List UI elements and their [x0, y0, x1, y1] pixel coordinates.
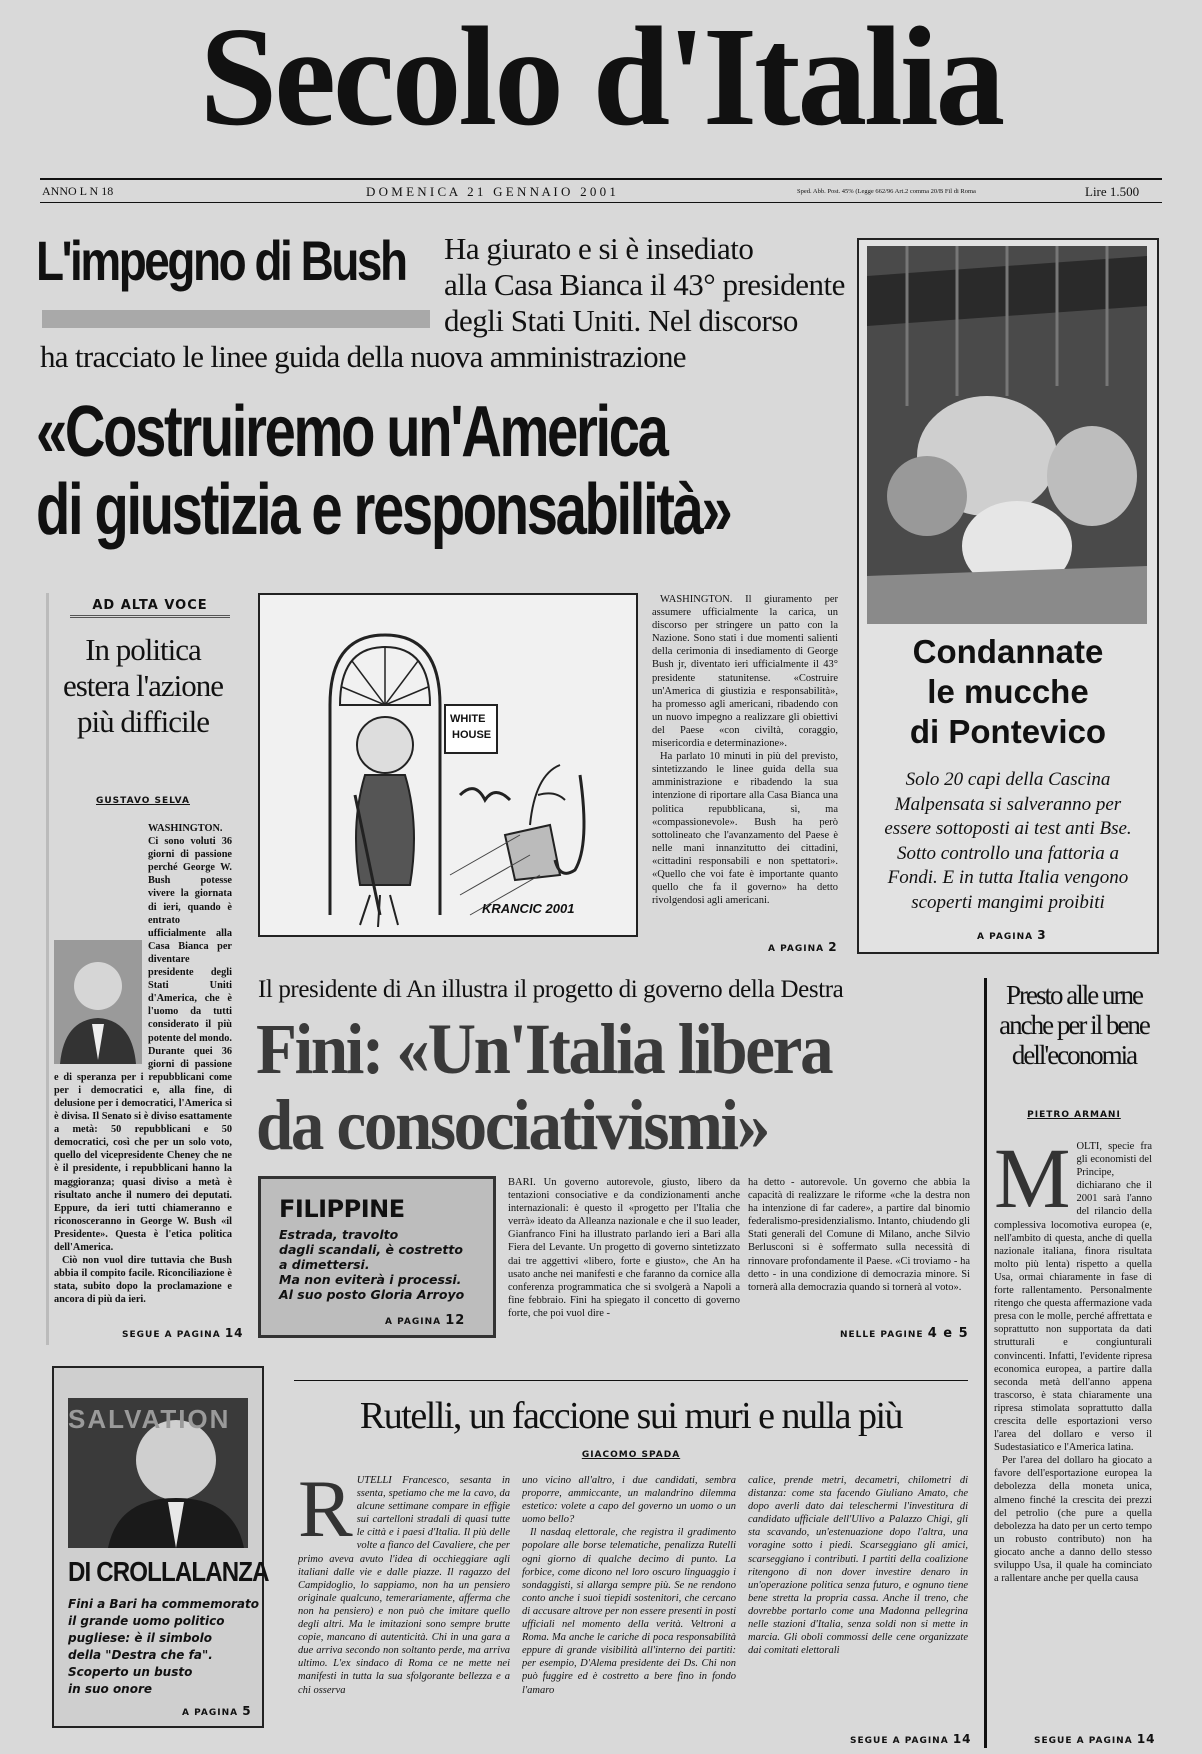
- rutelli-headline: Rutelli, un faccione sui muri e nulla più: [359, 1395, 903, 1437]
- armani-jump-label: SEGUE A PAGINA: [1034, 1736, 1133, 1746]
- sidebar-title: In politica estera l'azione più difficile: [62, 632, 224, 739]
- fini-col-1-text: BARI. Un governo autorevole, giusto, libero da tentazioni consociative e da condizionamenti anche internazionali: è questo il «progetto per l'Italia che verrà» ideato da Alleanza nazionale e che il suo leader, Gianfranco Fini ha illustrato parlando ieri a Bari alla Fiera del Levante. Un progetto di governo sintetizzato dai tre aggettivi «libero, forte e giusto», che An ha usato anche nei manifesti e che faranno da cornice alla conferenza programmatica che si svolgerà a Napoli a fine febbraio. Fini ha spiegato il concetto di governo forte, che poi vuol dire -: [508, 1177, 740, 1319]
- bush-cartoon: [258, 593, 638, 937]
- fini-headline-2: da consociativismi»: [256, 1085, 768, 1165]
- lead-headline-1: «Costruiremo un'America: [36, 392, 667, 472]
- crollalanza-deck-2: il grande uomo politico: [68, 1614, 225, 1628]
- portrait-icon: [54, 940, 142, 1064]
- sidebar-text-2: Ciò non vuol dire tuttavia che Bush abbia il compito facile. Riconciliazione è stata, subito dopo la proclamazione e ancora di più da ieri.: [54, 1255, 232, 1306]
- cows-jump: [977, 928, 1047, 942]
- kicker-bar: [42, 310, 430, 328]
- sidebar-label: AD ALTA VOCE: [70, 598, 230, 618]
- price: Lire 1.500: [1085, 184, 1140, 199]
- cartoon-signature: KRANCIC 2001: [482, 901, 575, 916]
- armani-title: Presto alle urne anche per il bene dell'economia: [999, 980, 1149, 1070]
- filippine-deck-2: dagli scandali, è costretto: [279, 1242, 463, 1257]
- rutelli-jump-label: SEGUE A PAGINA: [850, 1736, 949, 1746]
- cows-title-1: Condannate: [912, 633, 1104, 670]
- sidebar-body: [54, 822, 232, 1322]
- crollalanza-deck-6: in suo onore: [68, 1682, 153, 1696]
- filippine-jump: [385, 1313, 465, 1328]
- rutelli-col-3: [748, 1474, 968, 1724]
- lead-body: [652, 593, 838, 947]
- rutelli-col-2-text: uno vicino all'altro, i due candidati, sembra proporre, ammiccante, un malandrino dilemma estetico: volete a capo del governo un uomo o un uomo bello?: [522, 1475, 736, 1526]
- crollalanza-deck-3: pugliese: è il simbolo: [68, 1631, 213, 1645]
- cows-jump-page: 3: [1037, 928, 1047, 942]
- rutelli-jump: [850, 1732, 972, 1746]
- lead-body-text-1: WASHINGTON. Il giuramento per assumere ufficialmente la carica, un discorso per stringere un patto con la Nazione. Sono stati i due momenti salienti della cerimonia di insediamento di George Bush jr, diventato ieri ufficialmente il 43° presidente statunitense. «Costruire un'America di giustizia e responsabilità», ha promesso agli americani, ribadendo con un nuovo impegno a realizzare gli obiettivi del Paese «con civiltà, coraggio, misericordia e determinazione».: [652, 594, 838, 750]
- filippine-title: FILIPPINE: [279, 1195, 405, 1223]
- crollalanza-deck-1: Fini a Bari ha commemorato: [68, 1597, 259, 1611]
- cows-photo: [867, 246, 1147, 624]
- lead-body-text-2: Ha parlato 10 minuti in più del previsto, sintetizzando le linee guida della sua amministrazione e ribadendo la sua intenzione di riportare alla Casa Bianca una politica repubblicana, sì, ma «compassionevole». Bush ha però sottolineato che l'avanzamento del Paese è nelle mani innanzitutto dei cittadini, «cittadini responsabili e non spettatori». «Quello che voi fate è importante quanto quello che fa il governo» ha detto rivolgendosi agli americani.: [652, 751, 838, 907]
- sidebar-author: GUSTAVO SELVA: [95, 796, 190, 806]
- issue-number: ANNO L N 18: [42, 184, 114, 198]
- rutelli-col-1-text: UTELLI Francesco, sesanta in ssenta, spetiamo che me la cavo, da alcune settimane compare in effigie sui cartelloni stradali di quasi tutte le città e i paesi d'Italia. Il più delle volte a fianco del Cavaliere, che per primo aveva avuto l'idea di occhieggiare agli italiani dalle vie e dalle piazze. Il ragazzo del Campidoglio, lo sappiamo, non ha un pensiero originale qualcuno, temerariamente, afferma che non ha pensiero) e non può che imitare quello degli altri. Ma le imitazioni sono sempre brutte copie, mancano di autenticità. Chi in una gara a due arriva secondo non soltanto perde, ma arriva ultimo. L'ex sindaco di Roma ce ne mette nei manifesti in tutta la sua sfolgorante bellezza e a chi osserva: [298, 1475, 510, 1696]
- rutelli-col-2b-text: Il nasdaq elettorale, che registra il gradimento popolare alle borse telematiche, penalizza Rutelli ogni giorno di qualche decimo di punto. La forbice, come dicono nel loro oscuro linguaggio i sondaggisti, si allarga sempre più. Se ne rendono conto anche i suoi tiepidi sostenitori, che cercano di accusare altrove per non essere presenti in posti ufficiali nel momento della verità. Veltroni a Roma. Ma anche le cariche di poca responsabilità eppure di grande visibilità all'interno dei partiti: per esempio, D'Alema presidente dei Ds. Chi non può fuggire ed è costretto a bere fino in fondo l'amaro: [522, 1527, 736, 1696]
- cows-title-3: di Pontevico: [909, 713, 1107, 750]
- cows-jump-label: A PAGINA: [977, 932, 1034, 942]
- fini-jump: [840, 1326, 969, 1341]
- masthead-title: Secolo d'Italia: [199, 0, 1003, 155]
- lead-headline-2: di giustizia e responsabilità»: [36, 470, 731, 550]
- sidebar-jump: [122, 1326, 244, 1340]
- filippine-box: [258, 1176, 496, 1338]
- filippine-deck-3: a dimettersi.: [279, 1257, 370, 1272]
- crollalanza-deck-5: Scoperto un busto: [68, 1665, 193, 1679]
- crollalanza-photo-text: SALVATION: [68, 1404, 231, 1434]
- lead-jump-page: 2: [828, 940, 838, 954]
- filippine-jump-page: 12: [445, 1313, 466, 1328]
- rutelli-col-2: [522, 1474, 736, 1736]
- sidebar-jump-page: 14: [224, 1326, 244, 1340]
- issue-date: D O M E N I C A 2 1 G E N N A I O 2 0 0 1: [366, 184, 616, 199]
- armani-dropcap: M: [994, 1140, 1071, 1226]
- sidebar-text-1: WASHINGTON. Ci sono voluti 36 giorni di passione perché George W. Bush potesse vivere la giornata di ieri, quando è entrato ufficialmente alla Casa Bianca per diventare presidente degli Stati Uniti d'America, che è l'uomo da tutti considerato il più potente del mondo. Durante quei 36 giorni di passione e di speranza per i repubblicani come per i democratici e, alla fine, di delusione per i democratici, l'America si è divisa. Il Senato si è diviso esattamente a metà: 50 repubblicani e 50 democratici, così che per un solo voto, quello del vicepresidente Cheney che ne è il presidente, i repubblicani hanno la maggioranza; quasi diviso a metà è risultato anche il numero dei deputati. Eppure, da ieri tutti chiameranno e riconosceranno in George W. Bush «il Presidente». Questa è l'etica politica dell'America.: [54, 823, 232, 1253]
- crollalanza-jump-label: A PAGINA: [182, 1708, 239, 1718]
- cows-deck: Solo 20 capi della Cascina Malpensata si salveranno per essere sottoposti ai test anti Bse. Sotto controllo una fattoria a Fondi. E in tutta Italia vengono scoperti mangimi proibiti: [884, 769, 1132, 913]
- fini-jump-page: 4 e 5: [927, 1326, 969, 1341]
- rutelli-col-3-text: calice, prende metri, decametri, chilometri di distanza: come sta facendo Giuliano Amato, che dopo averli dato dai teleschermi l'investitura di candidato ufficiale dell'Ulivo a Palazzo Chigi, gli sta scavando, un'estenuazione dopo l'altra, una voragine sotto i piedi. Scarseggiano gli amici, scarseggiano i contributi. I partiti della coalizione ritengono di non dover investire denaro in un'operazione politica senza futuro, e ognuno tiene bene stretta la propria cassa. Anche il treno, che dovrebbe portarlo come una Madonna pellegrina nelle stazioni d'Italia, senza soldi non si mette in marcia. Gli oboli commossi delle cene organizzate dai comitati elettorali: [748, 1475, 968, 1657]
- lead-deck-3: degli Stati Uniti. Nel discorso: [444, 303, 798, 338]
- cattle-image: [867, 246, 1147, 624]
- armani-jump-page: 14: [1136, 1732, 1156, 1746]
- lead-jump-label: A PAGINA: [768, 944, 825, 954]
- rutelli-jump-page: 14: [952, 1732, 972, 1746]
- rutelli-dropcap: R: [298, 1474, 353, 1554]
- armani-jump: [1034, 1732, 1156, 1746]
- armani-author: PIETRO ARMANI: [1027, 1110, 1121, 1120]
- crollalanza-jump-page: 5: [242, 1704, 252, 1718]
- filippine-jump-label: A PAGINA: [385, 1317, 442, 1327]
- fini-col-2-text: ha detto - autorevole. Un governo che abbia la capacità di realizzare le riforme «che la destra non ha intenzione di far cadere», a partire dal binomio federalismo-presidenzialismo. Intanto, chiudendo gli Stati generali del Comune di Milano, anche Silvio Berlusconi si è soffermato sulla necessità di rinnovare profondamente il Paese. «Ci troviamo - ha detto - in una condizione di democrazia minore. Si tornerà alla democrazia quando si tornerà al voto».: [748, 1177, 970, 1293]
- cartoon-sign-2: HOUSE: [452, 729, 492, 741]
- cows-box: [857, 238, 1159, 954]
- crollalanza-photo: [68, 1398, 248, 1548]
- postal-info: Sped. Abb. Post. 45% (Legge 662/96 Art.2 comma 20/B Fil di Roma: [797, 188, 976, 195]
- rutelli-author: GIACOMO SPADA: [581, 1450, 681, 1460]
- filippine-deck-4: Ma non eviterà i processi.: [279, 1272, 462, 1287]
- crollalanza-jump: [182, 1704, 252, 1718]
- lead-deck-1: Ha giurato e si è insediato: [444, 231, 754, 266]
- filippine-deck-5: Al suo posto Gloria Arroyo: [279, 1287, 465, 1302]
- fini-jump-label: NELLE PAGINE: [840, 1330, 924, 1340]
- crollalanza-deck-4: della "Destra che fa".: [68, 1648, 213, 1662]
- lead-deck-4: ha tracciato le linee guida della nuova amministrazione: [40, 339, 686, 374]
- cartoon-sign-1: WHITE: [450, 713, 486, 725]
- crollalanza-box: [52, 1366, 269, 1728]
- crollalanza-title: DI CROLLALANZA: [68, 1556, 269, 1587]
- sidebar-jump-label: SEGUE A PAGINA: [122, 1330, 221, 1340]
- selva-photo: [54, 940, 142, 1064]
- fini-kicker: Il presidente di An illustra il progetto di governo della Destra: [258, 976, 844, 1003]
- filippine-deck-1: Estrada, travolto: [279, 1227, 399, 1242]
- lead-jump: [768, 940, 838, 954]
- fini-col-1: [508, 1176, 740, 1338]
- cows-title-2: le mucche: [927, 673, 1089, 710]
- armani-text-1: OLTI, specie fra gli economisti del Principe, dichiarano che il 2001 sarà l'anno del rilancio della complessiva locomotiva europea (e, nell'ambito di questa, anche di quella nazionale italiana, finora risultata molto più lenta) rispetto a quella Usa, ormai chiaramente in fase di forte rallentamento. Personalmente ritengo che questa affermazione vada presa con le molle, perché affrettata e soprattutto non supportata da dati strutturali e congiunturali convincenti. Infatti, l'evidente ripresa economica europea, a partire dalla seconda metà dell'anno appena trascorso, è stata chiaramente una ripresa stimolata soprattutto dalla crescita delle esportazioni verso l'area del dollaro e verso il Sudestasiatico e l'America latina.: [994, 1141, 1152, 1454]
- lead-deck-2: alla Casa Bianca il 43° presidente: [444, 267, 845, 302]
- cartoon-drawing: [260, 595, 636, 935]
- armani-text-2: Per l'area del dollaro ha giocato a favore dell'esportazione europea la debolezza della moneta unica, almeno finché la crescita dei prezzi del petrolio (che pure a quella debolezza ha dato per un certo tempo un robusto contributo) non ha giocato anche a danno dello stesso sviluppo Usa, il quale ha cominciato a rallentare anche per quella causa: [994, 1455, 1152, 1585]
- rutelli-col-1: [298, 1474, 510, 1736]
- fini-col-2: [748, 1176, 970, 1326]
- fini-headline-1: Fini: «Un'Italia libera: [256, 1009, 832, 1089]
- lead-kicker: L'impegno di Bush: [36, 229, 406, 292]
- armani-body: [994, 1140, 1152, 1725]
